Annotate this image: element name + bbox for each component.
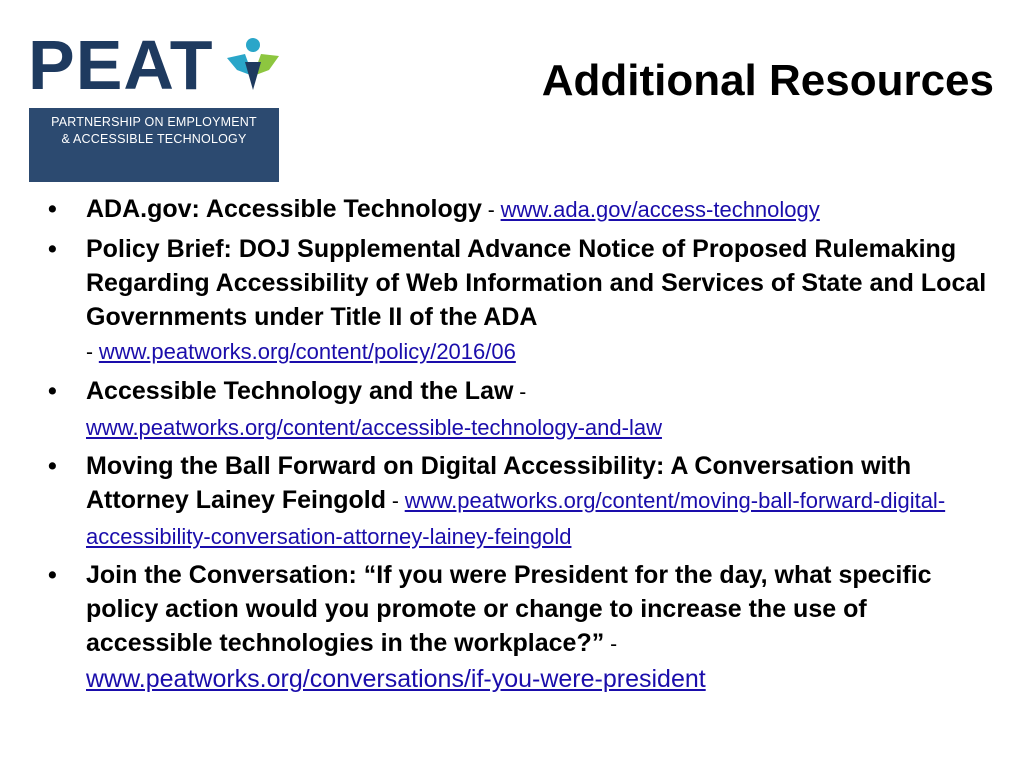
- resource-title: Moving the Ball Forward on Digital Accessibility: A Conversation with Attorney Lainey Feingold: [86, 452, 912, 514]
- bullet-icon: •: [48, 235, 57, 263]
- resource-link[interactable]: www.peatworks.org/content/moving-ball-forward-digital-accessibility-conversation-attorney-lainey-feingold: [86, 488, 946, 549]
- resource-item: [48, 232, 988, 370]
- logo-tagline: [29, 108, 279, 182]
- resource-link[interactable]: www.peatworks.org/content/accessible-technology-and-law: [86, 415, 662, 440]
- slide-title: Additional Resources: [541, 56, 994, 105]
- bullet-icon: •: [48, 561, 57, 589]
- bullet-icon: •: [48, 195, 57, 223]
- resource-item: [48, 558, 988, 696]
- resource-item: [48, 449, 988, 554]
- resource-title: Policy Brief: DOJ Supplemental Advance Notice of Proposed Rulemaking Regarding Accessibility of Web Information and Services of State and Local Governments under Title II of the ADA: [86, 235, 987, 331]
- resource-separator: -: [513, 381, 527, 404]
- resource-list: [48, 192, 988, 700]
- resource-separator: -: [481, 199, 501, 222]
- resource-link[interactable]: www.peatworks.org/content/policy/2016/06: [98, 339, 516, 364]
- resource-separator: -: [386, 490, 405, 513]
- logo-tagline-line1: PARTNERSHIP ON EMPLOYMENT: [51, 115, 257, 129]
- resource-separator: -: [604, 633, 618, 656]
- logo-wordmark: PEAT: [28, 26, 214, 104]
- resource-link[interactable]: www.peatworks.org/conversations/if-you-were-president: [86, 665, 706, 693]
- bullet-icon: •: [48, 452, 57, 480]
- resource-title: Accessible Technology and the Law: [86, 377, 514, 405]
- bullet-icon: •: [48, 377, 57, 405]
- resource-item: [48, 192, 988, 228]
- resource-title: Join the Conversation: “If you were President for the day, what specific policy action would you promote or change to increase the use of accessible technologies in the workplace?”: [86, 561, 932, 657]
- resource-title: ADA.gov: Accessible Technology: [86, 195, 482, 223]
- peat-figure-icon: [223, 36, 283, 94]
- resource-link[interactable]: www.ada.gov/access-technology: [500, 197, 820, 222]
- peat-logo: [28, 26, 284, 150]
- resource-item: [48, 374, 988, 445]
- logo-tagline-line2: & ACCESSIBLE TECHNOLOGY: [61, 132, 247, 146]
- resource-separator: -: [86, 341, 99, 364]
